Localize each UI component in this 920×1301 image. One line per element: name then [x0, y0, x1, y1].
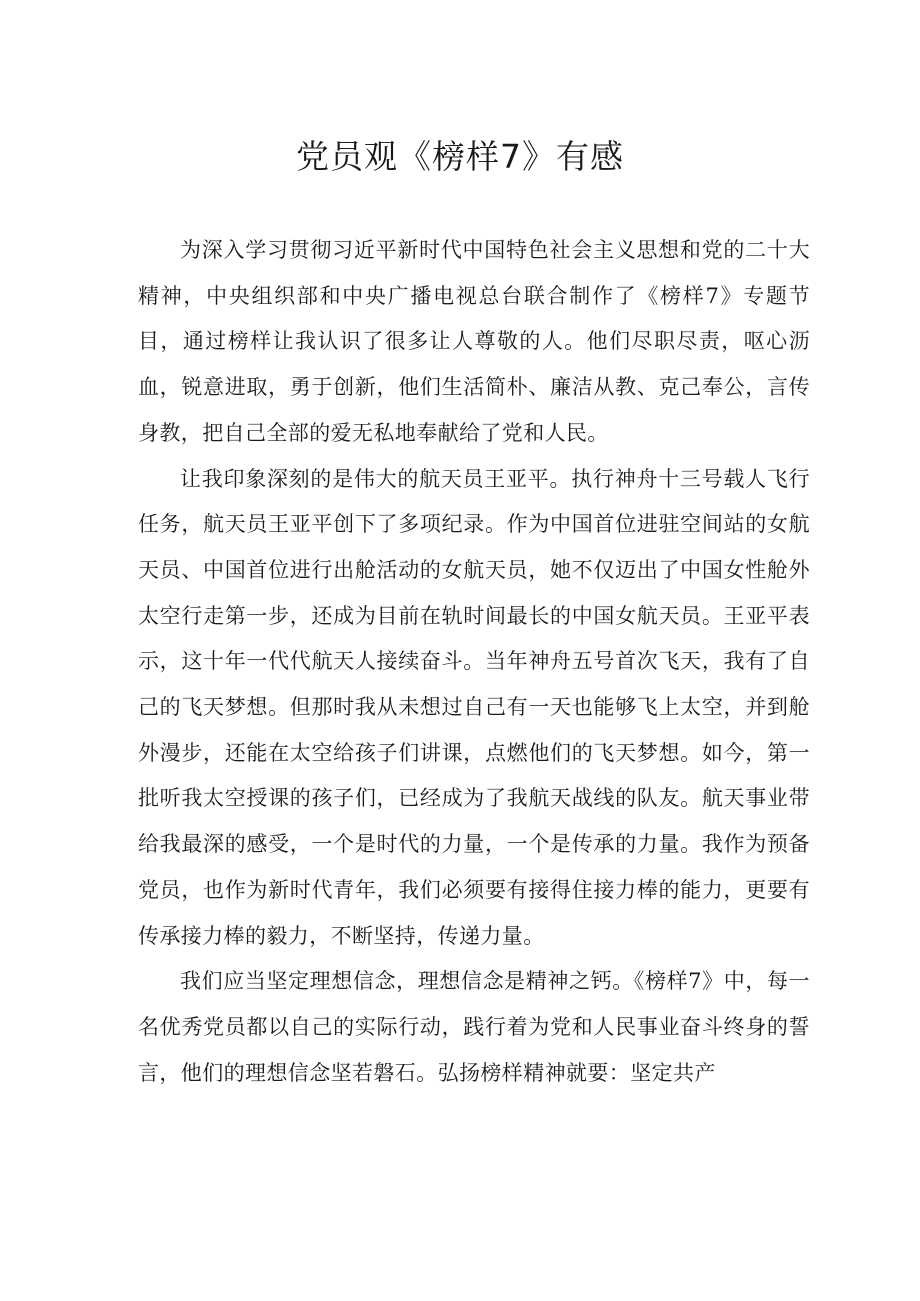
document-body: [138, 228, 810, 1096]
paragraph-2: 让我印象深刻的是伟大的航天员王亚平。执行神舟十三号载人飞行任务，航天员王亚平创下了多项纪录。作为中国首位进驻空间站的女航天员、中国首位进行出舱活动的女航天员，她不仅迈出了中国女性舱外太空行走第一步，还成为目前在轨时间最长的中国女航天员。王亚平表示，这十年一代代航天人接续奋斗。当年神舟五号首次飞天，我有了自己的飞天梦想。但那时我从未想过自己有一天也能够飞上太空，并到舱外漫步，还能在太空给孩子们讲课，点燃他们的飞天梦想。如今，第一批听我太空授课的孩子们，已经成为了我航天战线的队友。航天事业带给我最深的感受，一个是时代的力量，一个是传承的力量。我作为预备党员，也作为新时代青年，我们必须要有接得住接力棒的能力，更要有传承接力棒的毅力，不断坚持，传递力量。: [138, 466, 810, 948]
document-title: 党员观《榜样7》有感: [296, 137, 624, 176]
paragraph-1: 为深入学习贯彻习近平新时代中国特色社会主义思想和党的二十大精神，中央组织部和中央广播电视总台联合制作了《榜样7》专题节目，通过榜样让我认识了很多让人尊敬的人。他们尽职尽责，呕心沥血，锐意进取，勇于创新，他们生活简朴、廉洁从教、克己奉公，言传身教，把自己全部的爱无私地奉献给了党和人民。: [138, 238, 810, 445]
paragraph-3: 我们应当坚定理想信念，理想信念是精神之钙。《榜样7》中，每一名优秀党员都以自己的实际行动，践行着为党和人民事业奋斗终身的誓言，他们的理想信念坚若磐石。弘扬榜样精神就要：坚定共产: [138, 969, 810, 1085]
